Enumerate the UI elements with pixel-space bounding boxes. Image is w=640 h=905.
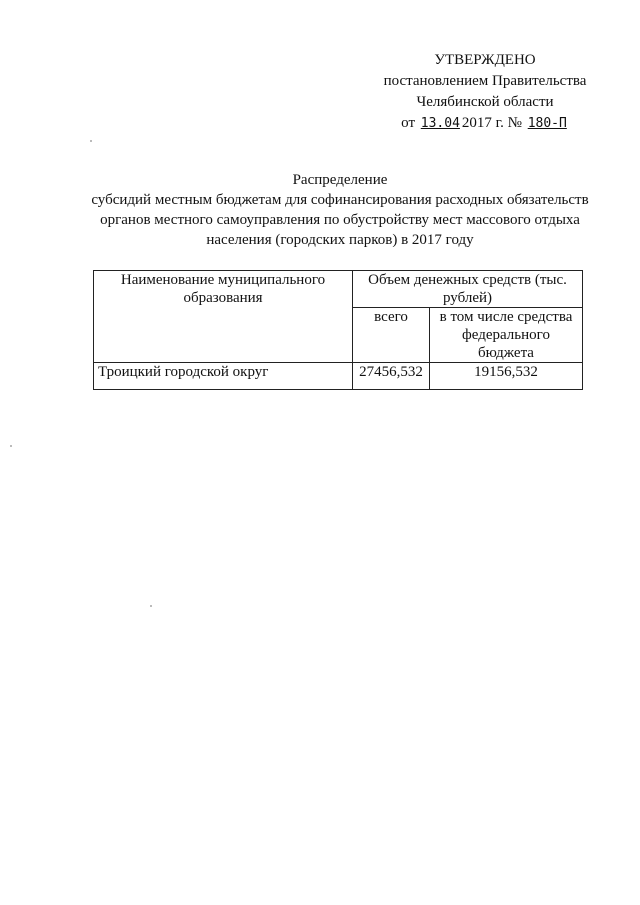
row-municipality: Троицкий городской округ (94, 363, 353, 390)
date-prefix: от (401, 115, 416, 131)
decree-date-line (360, 113, 610, 134)
region-line: Челябинской области (416, 94, 554, 110)
approval-block (360, 50, 610, 134)
title-line-3: органов местного самоуправления по обустройству мест массового отдыха (100, 212, 580, 228)
header-federal: в том числе средства федерального бюджета (430, 308, 583, 363)
header-total: всего (353, 308, 430, 363)
document-title (60, 170, 620, 250)
title-line-1: Распределение (292, 172, 388, 188)
scan-artifact (10, 445, 12, 447)
distribution-table (93, 270, 583, 390)
table-row (94, 363, 583, 390)
title-line-2: субсидий местным бюджетам для софинансирования расходных обязательств (91, 192, 589, 208)
approved-heading: УТВЕРЖДЕНО (434, 52, 536, 68)
date-suffix: 2017 г. № (461, 115, 522, 131)
decree-number: 180-П (527, 116, 567, 131)
table-header-row (94, 271, 583, 308)
row-federal: 19156,532 (430, 363, 583, 390)
header-municipality: Наименование муниципального образования (94, 271, 353, 363)
header-volume: Объем денежных средств (тыс. рублей) (353, 271, 583, 308)
approved-by-line: постановлением Правительства (383, 73, 587, 89)
scan-artifact (90, 140, 92, 142)
scan-artifact (150, 605, 152, 607)
title-line-4: населения (городских парков) в 2017 году (206, 232, 474, 248)
decree-date: 13.04 (420, 116, 460, 131)
row-total: 27456,532 (353, 363, 430, 390)
